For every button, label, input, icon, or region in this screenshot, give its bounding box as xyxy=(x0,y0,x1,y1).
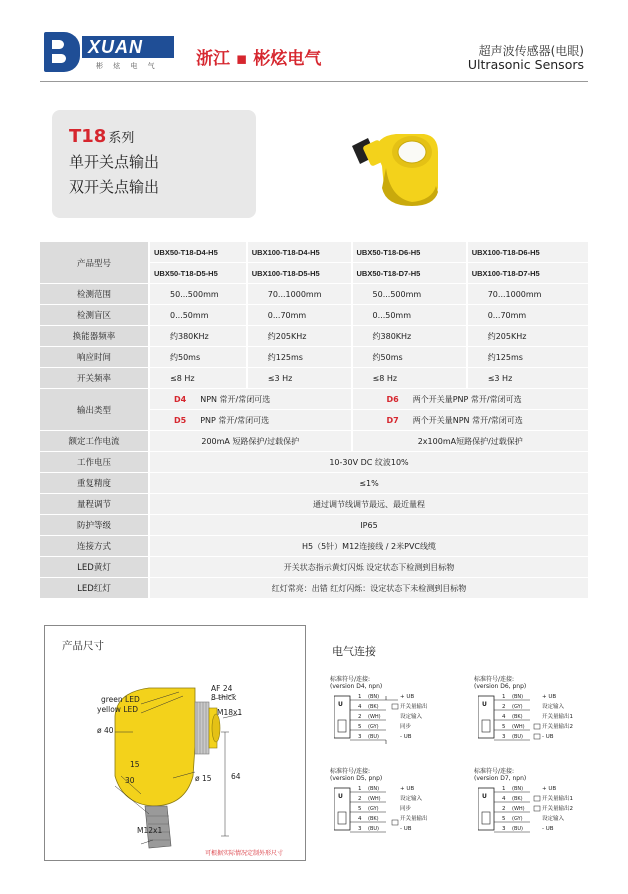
diagram-caption: 标准符号/连接: xyxy=(330,676,371,683)
row-label: 防护等级 xyxy=(40,514,150,535)
label-thick: 8 thick xyxy=(211,693,237,702)
row-label: 换能器频率 xyxy=(40,325,150,346)
value-cell: 约50ms xyxy=(150,346,248,367)
wiring-diagram-d4 xyxy=(330,674,460,748)
code-d6: D6 xyxy=(386,394,399,404)
current-left: 200mA 短路保护/过载保护 xyxy=(150,430,353,451)
value-cell: 0...70mm xyxy=(468,304,588,325)
pin-number: 3 xyxy=(358,734,362,740)
table-row xyxy=(40,430,588,451)
function-label: 开关量输出 xyxy=(400,816,428,822)
pin-number: 5 xyxy=(502,816,506,822)
function-label: 设定输入 xyxy=(542,704,565,710)
function-label: + UB xyxy=(542,694,557,700)
code-d7: D7 xyxy=(386,415,399,425)
pin-number: 3 xyxy=(358,826,362,832)
pin-number: 2 xyxy=(502,704,506,710)
wire-color: (GY) xyxy=(368,724,379,730)
pin-number: 4 xyxy=(502,714,506,720)
row-label: 检测范围 xyxy=(40,283,150,304)
wire-column xyxy=(512,784,525,834)
model-cell: UBX100-T18-D5-H5 xyxy=(248,262,353,283)
wire-color: (BN) xyxy=(512,694,524,700)
dimension-drawing xyxy=(45,626,307,862)
output-d4-cell xyxy=(150,388,353,409)
value-cell: 70...1000mm xyxy=(468,283,588,304)
value-cell: ≤3 Hz xyxy=(468,367,588,388)
span-value: 开关状态指示黄灯闪烁 设定状态下检测到目标物 xyxy=(150,556,588,577)
pin-column xyxy=(502,692,506,742)
wire-color: (WH) xyxy=(368,714,381,720)
sensor-u-label: U xyxy=(482,793,487,800)
function-label: + UB xyxy=(542,786,557,792)
table-row xyxy=(40,346,588,367)
output-d6-text: 两个开关量PNP 常开/常闭可选 xyxy=(412,394,522,404)
wire-color: (BU) xyxy=(512,734,523,740)
function-label: 同步 xyxy=(400,806,412,812)
function-label: + UB xyxy=(400,786,415,792)
value-cell: 约205KHz xyxy=(468,325,588,346)
dimension-note: 可根据实际情况定制外形尺寸 xyxy=(205,850,284,857)
table-row xyxy=(40,535,588,556)
pin-number: 2 xyxy=(358,796,362,802)
code-d4: D4 xyxy=(174,394,187,404)
output-d4-text: NPN 常开/常闭可选 xyxy=(200,394,271,404)
wire-color: (BK) xyxy=(512,796,523,802)
value-cell: 约205KHz xyxy=(248,325,353,346)
model-cell: UBX100-T18-D4-H5 xyxy=(248,241,353,262)
diagram-version: (version D4, npn) xyxy=(330,683,383,690)
label-64: 64 xyxy=(231,772,241,781)
function-label: 开关量输出2 xyxy=(542,806,573,812)
value-cell: 约50ms xyxy=(353,346,468,367)
logo-subtitle: 彬 炫 电 气 xyxy=(96,62,159,70)
pin-number: 2 xyxy=(358,714,362,720)
table-row xyxy=(40,493,588,514)
function-column xyxy=(542,784,573,834)
table-row xyxy=(40,556,588,577)
span-value: 红灯常亮：出错 红灯闪烁：设定状态下未检测到目标物 xyxy=(150,577,588,598)
wire-color: (BK) xyxy=(368,816,379,822)
wiring-diagram-d7 xyxy=(474,766,604,840)
sensor-u-label: U xyxy=(338,793,343,800)
pin-number: 4 xyxy=(358,816,362,822)
wire-color: (BN) xyxy=(368,786,380,792)
row-label: LED黄灯 xyxy=(40,556,150,577)
pin-number: 1 xyxy=(358,786,362,792)
function-label: 设定输入 xyxy=(542,816,565,822)
wire-color: (GY) xyxy=(512,704,523,710)
span-value: IP65 xyxy=(150,514,588,535)
label-af: AF 24 xyxy=(211,684,233,693)
table-row xyxy=(40,367,588,388)
function-label: 开关量输出 xyxy=(400,704,428,710)
pin-number: 4 xyxy=(502,796,506,802)
function-label: 开关量输出1 xyxy=(542,796,573,802)
value-cell: 0...70mm xyxy=(248,304,353,325)
dimension-panel xyxy=(44,625,306,861)
wire-color: (BU) xyxy=(368,826,379,832)
function-label: 同步 xyxy=(400,724,412,730)
output-d7-text: 两个开关量NPN 常开/常闭可选 xyxy=(412,415,523,425)
function-label: 开关量输出2 xyxy=(542,724,573,730)
model-cell: UBX50-T18-D7-H5 xyxy=(353,262,468,283)
wiring-diagram-d6 xyxy=(474,674,604,748)
code-d5: D5 xyxy=(174,415,187,425)
label-m18: M18x1 xyxy=(217,708,243,717)
pin-number: 3 xyxy=(502,734,506,740)
wire-color: (BU) xyxy=(512,826,523,832)
label-15: 15 xyxy=(130,760,140,769)
span-value: H5（5针）M12连接线 / 2米PVC线缆 xyxy=(150,535,588,556)
wire-color: (GY) xyxy=(368,806,379,812)
function-column xyxy=(400,784,428,834)
span-value: ≤1% xyxy=(150,472,588,493)
value-cell: ≤8 Hz xyxy=(150,367,248,388)
pin-column xyxy=(502,784,506,834)
output-d7-cell xyxy=(353,409,588,430)
function-label: - UB xyxy=(400,734,412,740)
pin-number: 4 xyxy=(358,704,362,710)
series-panel xyxy=(52,110,256,218)
row-label: 开关频率 xyxy=(40,367,150,388)
logo-b-mark xyxy=(44,32,80,72)
row-label: 量程调节 xyxy=(40,493,150,514)
wire-color: (WH) xyxy=(512,724,525,730)
value-cell: 70...1000mm xyxy=(248,283,353,304)
series-suffix: 系列 xyxy=(108,131,135,146)
value-cell: 0...50mm xyxy=(353,304,468,325)
pin-number: 5 xyxy=(358,806,362,812)
value-cell: ≤8 Hz xyxy=(353,367,468,388)
wire-color: (BK) xyxy=(512,714,523,720)
pin-column xyxy=(358,784,362,834)
pin-number: 1 xyxy=(502,694,506,700)
wire-color: (BU) xyxy=(368,734,379,740)
pin-number: 3 xyxy=(502,826,506,832)
model-cell: UBX100-T18-D6-H5 xyxy=(468,241,588,262)
function-label: 设定输入 xyxy=(400,714,423,720)
value-cell: ≤3 Hz xyxy=(248,367,353,388)
wire-column xyxy=(512,692,525,742)
category-cn: 超声波传感器(电眼) xyxy=(478,44,584,58)
table-row xyxy=(40,451,588,472)
current-right: 2x100mA短路保护/过载保护 xyxy=(353,430,588,451)
sensor-u-label: U xyxy=(482,701,487,708)
electrical-title: 电气连接 xyxy=(332,645,376,658)
row-label: 响应时间 xyxy=(40,346,150,367)
row-label: 工作电压 xyxy=(40,451,150,472)
dimension-title: 产品尺寸 xyxy=(62,640,104,652)
model-cell: UBX50-T18-D4-H5 xyxy=(150,241,248,262)
wire-color: (GY) xyxy=(512,816,523,822)
row-label: 重复精度 xyxy=(40,472,150,493)
diagram-version: (version D7, npn) xyxy=(474,775,527,782)
wire-color: (BN) xyxy=(512,786,524,792)
row-label: 连接方式 xyxy=(40,535,150,556)
diagram-version: (version D6, pnp) xyxy=(474,683,527,690)
series-single-output: 单开关点输出 xyxy=(69,153,160,171)
sensor-product-image xyxy=(346,122,442,206)
function-label: + UB xyxy=(400,694,415,700)
label-current: 额定工作电流 xyxy=(40,430,150,451)
function-label: - UB xyxy=(542,826,554,832)
wire-color: (BK) xyxy=(368,704,379,710)
series-dual-output: 双开关点输出 xyxy=(69,178,160,196)
value-cell: 50...500mm xyxy=(150,283,248,304)
span-value: 通过调节线调节最远、最近量程 xyxy=(150,493,588,514)
row-label: LED红灯 xyxy=(40,577,150,598)
function-column xyxy=(400,692,428,742)
diagram-caption: 标准符号/连接: xyxy=(474,768,515,775)
wire-color: (WH) xyxy=(368,796,381,802)
value-cell: 50...500mm xyxy=(353,283,468,304)
output-d5-cell xyxy=(150,409,353,430)
label-30: 30 xyxy=(125,776,135,785)
table-row xyxy=(40,577,588,598)
model-cell: UBX50-T18-D5-H5 xyxy=(150,262,248,283)
table-row xyxy=(40,514,588,535)
wire-column xyxy=(368,784,381,834)
model-cell: UBX100-T18-D7-H5 xyxy=(468,262,588,283)
value-cell: 约380KHz xyxy=(353,325,468,346)
wire-color: (WH) xyxy=(512,806,525,812)
model-cell: UBX50-T18-D6-H5 xyxy=(353,241,468,262)
series-number: T18 xyxy=(69,126,107,147)
pin-number: 1 xyxy=(502,786,506,792)
logo-wordmark: XUAN xyxy=(82,36,174,58)
value-cell: 0...50mm xyxy=(150,304,248,325)
value-cell: 约125ms xyxy=(248,346,353,367)
sensor-u-label: U xyxy=(338,701,343,708)
category-en: Ultrasonic Sensors xyxy=(467,57,584,72)
brand-logo xyxy=(44,32,174,74)
value-cell: 约125ms xyxy=(468,346,588,367)
pin-column xyxy=(358,692,362,742)
output-d5-text: PNP 常开/常闭可选 xyxy=(200,415,270,425)
pin-number: 2 xyxy=(502,806,506,812)
function-label: - UB xyxy=(400,826,412,832)
label-dia15: ø 15 xyxy=(195,774,212,783)
label-dia40: ø 40 xyxy=(97,726,114,735)
table-row xyxy=(40,325,588,346)
table-row xyxy=(40,283,588,304)
wiring-diagram-d5 xyxy=(330,766,460,840)
function-label: 设定输入 xyxy=(400,796,423,802)
spec-table xyxy=(40,241,588,598)
header-divider xyxy=(40,81,588,82)
label-green-led: green LED xyxy=(101,695,140,704)
table-row xyxy=(40,304,588,325)
function-label: 开关量输出1 xyxy=(542,714,573,720)
company-name: 浙江 ▪ 彬炫电气 xyxy=(196,49,322,69)
label-output-type: 输出类型 xyxy=(40,388,150,430)
label-model: 产品型号 xyxy=(40,241,150,283)
output-d6-cell xyxy=(353,388,588,409)
label-yellow-led: yellow LED xyxy=(97,705,139,714)
row-label: 检测盲区 xyxy=(40,304,150,325)
table-row xyxy=(40,472,588,493)
function-column xyxy=(542,692,573,742)
pin-number: 5 xyxy=(358,724,362,730)
diagram-version: (version D5, pnp) xyxy=(330,775,383,782)
diagram-caption: 标准符号/连接: xyxy=(474,676,515,683)
span-value: 10-30V DC 纹波10% xyxy=(150,451,588,472)
pin-number: 1 xyxy=(358,694,362,700)
diagram-caption: 标准符号/连接: xyxy=(330,768,371,775)
function-label: - UB xyxy=(542,734,554,740)
label-m12: M12x1 xyxy=(137,826,163,835)
wire-column xyxy=(368,692,381,742)
value-cell: 约380KHz xyxy=(150,325,248,346)
wire-color: (BN) xyxy=(368,694,380,700)
pin-number: 5 xyxy=(502,724,506,730)
